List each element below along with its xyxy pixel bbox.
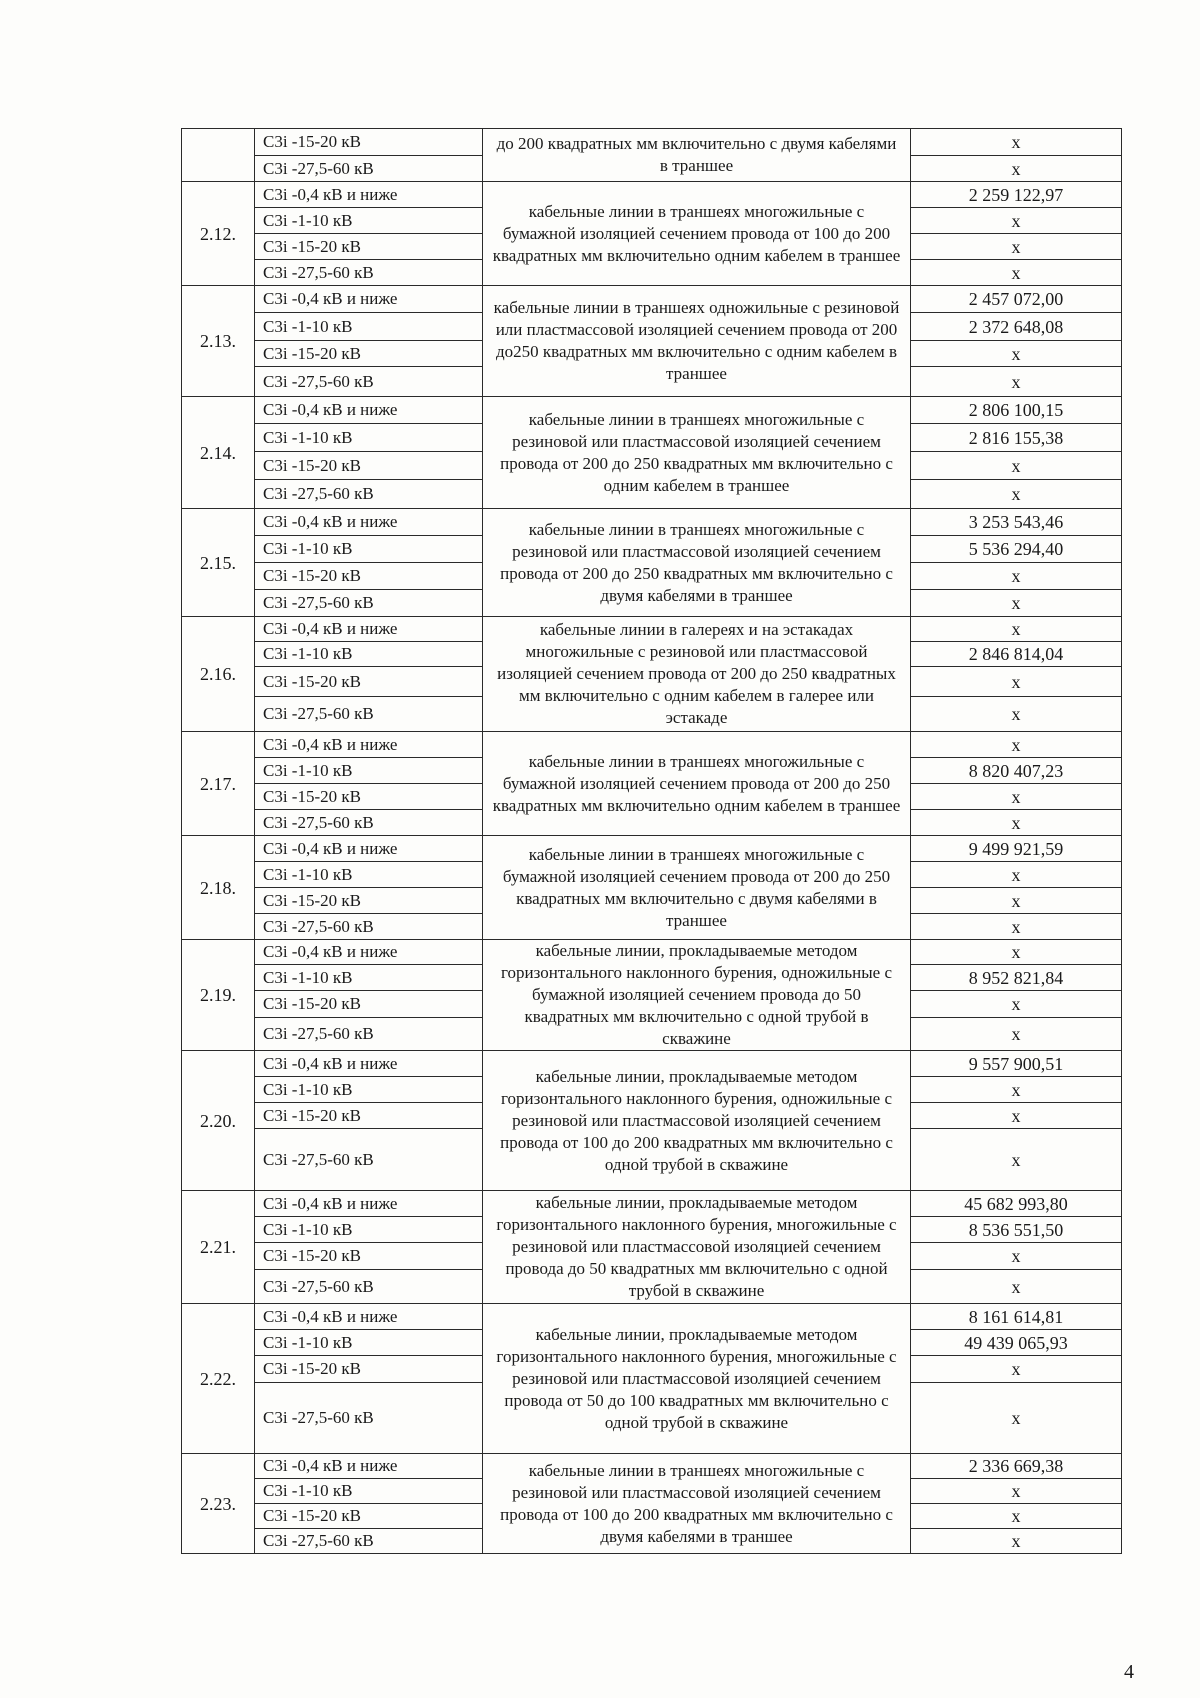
value-cell: 2 372 648,08 [911,313,1122,341]
voltage-cell: C3i -27,5-60 кВ [255,1270,483,1304]
description-cell: кабельные линии в траншеях многожильные с резиновой или пластмассовой изоляцией сечением провода от 100 до 200 квадратных мм включительно с двумя кабелями в траншее [483,1454,911,1554]
voltage-cell: C3i -1-10 кВ [255,313,483,341]
voltage-cell: C3i -1-10 кВ [255,965,483,991]
voltage-cell: C3i -0,4 кВ и ниже [255,1304,483,1330]
table-row [182,617,1122,642]
voltage-cell: C3i -15-20 кВ [255,1504,483,1529]
value-cell: 8 820 407,23 [911,758,1122,784]
table-row [182,397,1122,424]
voltage-cell: C3i -27,5-60 кВ [255,810,483,836]
voltage-cell: C3i -0,4 кВ и ниже [255,940,483,965]
voltage-cell: C3i -15-20 кВ [255,563,483,590]
voltage-cell: C3i -15-20 кВ [255,1243,483,1270]
voltage-cell: C3i -27,5-60 кВ [255,1129,483,1191]
voltage-cell: C3i -0,4 кВ и ниже [255,1191,483,1217]
item-number-cell: 2.13. [182,286,255,397]
voltage-cell: C3i -15-20 кВ [255,991,483,1018]
voltage-cell: C3i -1-10 кВ [255,1330,483,1356]
value-cell: 45 682 993,80 [911,1191,1122,1217]
voltage-cell: C3i -27,5-60 кВ [255,590,483,617]
voltage-cell: C3i -27,5-60 кВ [255,480,483,509]
value-cell: x [911,1529,1122,1554]
value-cell: x [911,1479,1122,1504]
item-number-cell: 2.22. [182,1304,255,1454]
value-cell: x [911,480,1122,509]
value-cell: 8 161 614,81 [911,1304,1122,1330]
voltage-cell: C3i -1-10 кВ [255,862,483,888]
voltage-cell: C3i -0,4 кВ и ниже [255,1454,483,1479]
description-cell: кабельные линии, прокладываемые методом горизонтального наклонного бурения, одножильные с бумажной изоляцией сечением провода до 50 квадратных мм включительно с одной трубой в скважине [483,940,911,1051]
value-cell: 2 816 155,38 [911,424,1122,452]
voltage-cell: C3i -0,4 кВ и ниже [255,732,483,758]
voltage-cell: C3i -15-20 кВ [255,452,483,480]
description-cell: кабельные линии, прокладываемые методом горизонтального наклонного бурения, одножильные с резиновой или пластмассовой изоляцией сечением провода от 100 до 200 квадратных мм включительно с одной трубой в скважине [483,1051,911,1191]
table-row [182,732,1122,758]
page-number: 4 [1124,1661,1134,1683]
value-cell: x [911,862,1122,888]
value-cell: 2 336 669,38 [911,1454,1122,1479]
table-row [182,836,1122,862]
table-row [182,1191,1122,1217]
description-cell: кабельные линии в траншеях многожильные с резиновой или пластмассовой изоляцией сечением провода от 200 до 250 квадратных мм включительно с одним кабелем в траншее [483,397,911,509]
voltage-cell: C3i -15-20 кВ [255,1103,483,1129]
voltage-cell: C3i -27,5-60 кВ [255,1529,483,1554]
item-number-cell: 2.15. [182,509,255,617]
voltage-cell: C3i -15-20 кВ [255,234,483,260]
description-cell: кабельные линии в траншеях многожильные с бумажной изоляцией сечением провода от 200 до 250 квадратных мм включительно одним кабелем в траншее [483,732,911,836]
table-row [182,940,1122,965]
value-cell: x [911,784,1122,810]
voltage-cell: C3i -0,4 кВ и ниже [255,397,483,424]
voltage-cell: C3i -0,4 кВ и ниже [255,1051,483,1077]
table-row [182,182,1122,208]
voltage-cell: C3i -15-20 кВ [255,784,483,810]
value-cell: x [911,888,1122,914]
item-number-cell: 2.14. [182,397,255,509]
voltage-cell: C3i -0,4 кВ и ниже [255,286,483,313]
value-cell: x [911,156,1122,182]
value-cell: 9 499 921,59 [911,836,1122,862]
item-number-cell: 2.19. [182,940,255,1051]
value-cell: x [911,940,1122,965]
voltage-cell: C3i -1-10 кВ [255,424,483,452]
voltage-cell: C3i -15-20 кВ [255,667,483,697]
tariff-table [181,128,1122,1554]
description-cell: кабельные линии в траншеях одножильные с резиновой или пластмассовой изоляцией сечением провода от 200 до250 квадратных мм включительно с одним кабелем в траншее [483,286,911,397]
value-cell: 3 253 543,46 [911,509,1122,536]
table-row [182,1304,1122,1330]
table-row [182,1051,1122,1077]
description-cell: до 200 квадратных мм включительно с двумя кабелями в траншее [483,129,911,182]
voltage-cell: C3i -27,5-60 кВ [255,697,483,732]
table-row [182,129,1122,156]
voltage-cell: C3i -1-10 кВ [255,1479,483,1504]
voltage-cell: C3i -1-10 кВ [255,536,483,563]
value-cell: x [911,208,1122,234]
value-cell: x [911,1356,1122,1383]
value-cell: x [911,810,1122,836]
value-cell: x [911,1243,1122,1270]
value-cell: x [911,1504,1122,1529]
value-cell: x [911,732,1122,758]
item-number-cell: 2.23. [182,1454,255,1554]
voltage-cell: C3i -15-20 кВ [255,341,483,367]
voltage-cell: C3i -1-10 кВ [255,642,483,667]
value-cell: x [911,1383,1122,1454]
voltage-cell: C3i -15-20 кВ [255,129,483,156]
value-cell: x [911,1270,1122,1304]
value-cell: x [911,697,1122,732]
voltage-cell: C3i -27,5-60 кВ [255,367,483,397]
table-row [182,286,1122,313]
description-cell: кабельные линии в траншеях многожильные с резиновой или пластмассовой изоляцией сечением провода от 200 до 250 квадратных мм включительно с двумя кабелями в траншее [483,509,911,617]
voltage-cell: C3i -0,4 кВ и ниже [255,509,483,536]
value-cell: x [911,341,1122,367]
value-cell: 5 536 294,40 [911,536,1122,563]
value-cell: x [911,563,1122,590]
item-number-cell [182,129,255,182]
voltage-cell: C3i -1-10 кВ [255,758,483,784]
value-cell: x [911,617,1122,642]
voltage-cell: C3i -1-10 кВ [255,1077,483,1103]
voltage-cell: C3i -27,5-60 кВ [255,914,483,940]
voltage-cell: C3i -0,4 кВ и ниже [255,182,483,208]
table-row [182,509,1122,536]
description-cell: кабельные линии, прокладываемые методом горизонтального наклонного бурения, многожильные с резиновой или пластмассовой изоляцией сечением провода от 50 до 100 квадратных мм включительно с одной трубой в скважине [483,1304,911,1454]
voltage-cell: C3i -1-10 кВ [255,208,483,234]
voltage-cell: C3i -1-10 кВ [255,1217,483,1243]
description-cell: кабельные линии, прокладываемые методом горизонтального наклонного бурения, многожильные с резиновой или пластмассовой изоляцией сечением провода до 50 квадратных мм включительно с одной трубой в скважине [483,1191,911,1304]
value-cell: x [911,1077,1122,1103]
value-cell: x [911,667,1122,697]
value-cell: x [911,1018,1122,1051]
item-number-cell: 2.17. [182,732,255,836]
voltage-cell: C3i -27,5-60 кВ [255,1383,483,1454]
value-cell: x [911,991,1122,1018]
description-cell: кабельные линии в галереях и на эстакадах многожильные с резиновой или пластмассовой изоляцией сечением провода от 200 до 250 квадратных мм включительно с одним кабелем в галерее или эстакаде [483,617,911,732]
voltage-cell: C3i -0,4 кВ и ниже [255,836,483,862]
value-cell: x [911,367,1122,397]
tariff-table-body [182,129,1122,1554]
value-cell: x [911,590,1122,617]
description-cell: кабельные линии в траншеях многожильные с бумажной изоляцией сечением провода от 200 до 250 квадратных мм включительно с двумя кабелями в траншее [483,836,911,940]
value-cell: 9 557 900,51 [911,1051,1122,1077]
item-number-cell: 2.12. [182,182,255,286]
voltage-cell: C3i -15-20 кВ [255,888,483,914]
value-cell: 2 457 072,00 [911,286,1122,313]
item-number-cell: 2.16. [182,617,255,732]
item-number-cell: 2.21. [182,1191,255,1304]
value-cell: 2 846 814,04 [911,642,1122,667]
value-cell: 8 952 821,84 [911,965,1122,991]
voltage-cell: C3i -15-20 кВ [255,1356,483,1383]
voltage-cell: C3i -27,5-60 кВ [255,156,483,182]
table-row [182,1454,1122,1479]
voltage-cell: C3i -0,4 кВ и ниже [255,617,483,642]
value-cell: 2 806 100,15 [911,397,1122,424]
value-cell: x [911,1103,1122,1129]
value-cell: x [911,129,1122,156]
item-number-cell: 2.18. [182,836,255,940]
description-cell: кабельные линии в траншеях многожильные с бумажной изоляцией сечением провода от 100 до 200 квадратных мм включительно одним кабелем в траншее [483,182,911,286]
value-cell: x [911,914,1122,940]
value-cell: x [911,260,1122,286]
voltage-cell: C3i -27,5-60 кВ [255,1018,483,1051]
value-cell: 49 439 065,93 [911,1330,1122,1356]
item-number-cell: 2.20. [182,1051,255,1191]
voltage-cell: C3i -27,5-60 кВ [255,260,483,286]
value-cell: x [911,234,1122,260]
value-cell: x [911,1129,1122,1191]
value-cell: x [911,452,1122,480]
value-cell: 8 536 551,50 [911,1217,1122,1243]
value-cell: 2 259 122,97 [911,182,1122,208]
